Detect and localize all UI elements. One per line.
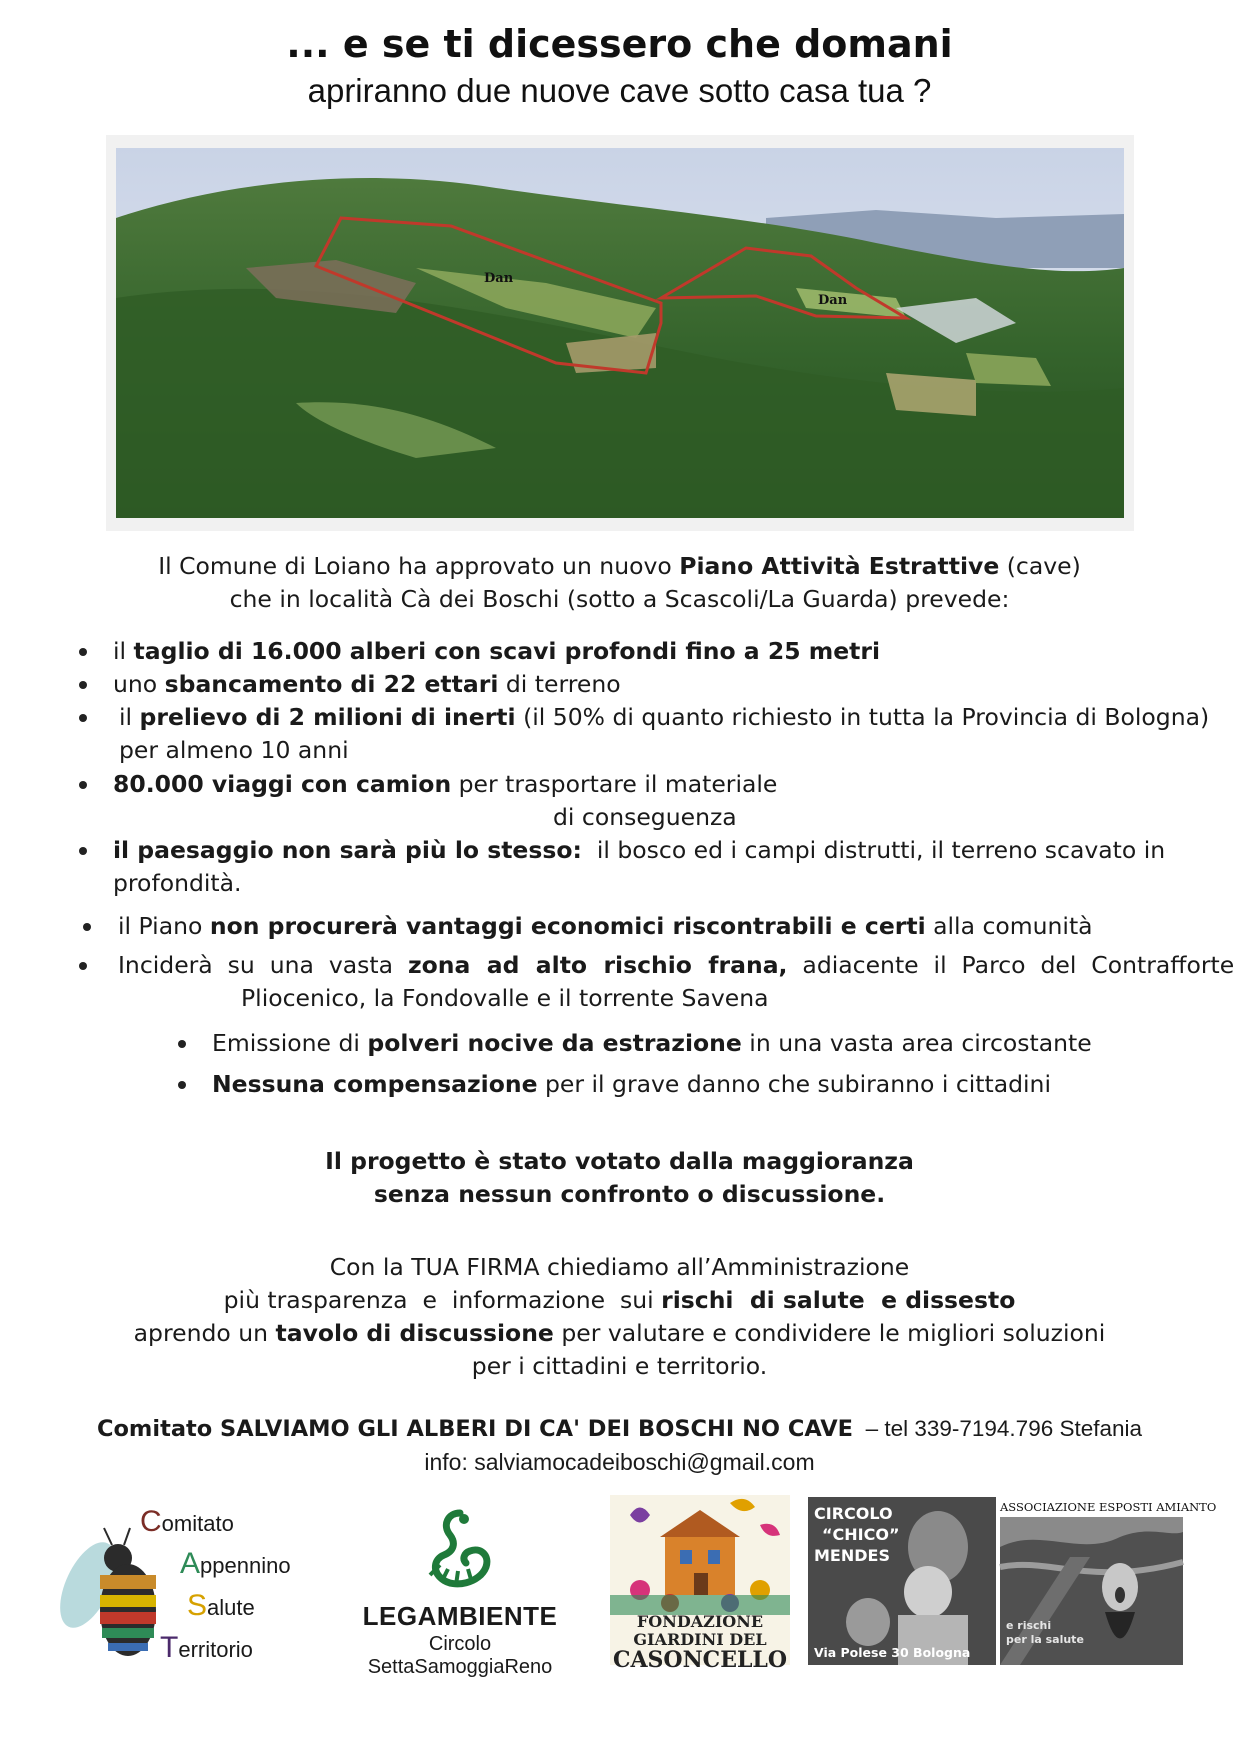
logo-text: Comitato Appennino Salute Territorio [140,1505,291,1664]
legambiente-circle: Circolo SettaSamoggiaReno [367,1633,553,1678]
bullet-item: uno sbancamento di 22 ettari di terreno [113,670,621,698]
appeal-line-1: Con la TUA FIRMA chiediamo all’Amministrazione [329,1253,910,1281]
bullet-item: il taglio di 16.000 alberi con scavi profondi fino a 25 metri [113,637,881,665]
bullet-dot [79,847,87,855]
swan-icon [420,1505,500,1595]
bullet-item: il prelievo di 2 milioni di inerti (il 50% di quanto richiesto in tutta la Provincia di Bologna) [119,703,1210,731]
bullet-item-continuation: per almeno 10 anni [119,736,349,764]
logo-esposti-amianto [1000,1497,1217,1665]
landscape-illustration [116,148,1124,518]
bullet-item: il paesaggio non sarà più lo stesso: il bosco ed i campi distrutti, il terreno scavato in [113,836,1166,864]
landscape-photo [116,148,1124,518]
statement-line-1: Il progetto è stato votato dalla maggioranza [325,1147,914,1175]
committee-name: Comitato SALVIAMO GLI ALBERI DI CA' DEI BOSCHI NO CAVE [96,1416,854,1442]
contact-line [0,1412,1239,1446]
bullet-item: Nessuna compensazione per il grave danno che subiranno i cittadini [212,1070,1051,1098]
bullet-dot [79,681,87,689]
phone-number: – tel 339-7194.796 Stefania [853,1416,1143,1441]
logo-circolo-chico-mendes [808,1497,996,1665]
amianto-caption: e rischi per la salute [1006,1619,1084,1646]
logo-comitato-appennino [60,1500,320,1664]
intro-line-1: Il Comune di Loiano ha approvato un nuovo Piano Attività Estrattive (cave) [158,552,1081,580]
bullet-item-continuation: di conseguenza [553,803,737,831]
bullet-dot [79,962,87,970]
bullet-dot [79,714,87,722]
bullet-item: 80.000 viaggi con camion per trasportare il materiale [113,770,778,798]
bullet-item: Inciderà su una vasta zona ad alto rischio frana, adiacente il Parco del Contrafforte [118,951,1235,979]
appeal-line-4: per i cittadini e territorio. [471,1352,768,1380]
logo-fondazione-casoncello [610,1495,790,1673]
area-label: Dan [818,293,848,308]
bullet-dot [79,781,87,789]
chico-title: CIRCOLO “CHICO” MENDES [814,1504,900,1565]
statement-line-2: senza nessun confronto o discussione. [373,1180,886,1208]
appeal-line-2: più trasparenza e informazione sui rischi di salute e dissesto [223,1286,1016,1314]
amianto-header: ASSOCIAZIONE ESPOSTI AMIANTO [1000,1497,1183,1517]
logo-legambiente [335,1505,585,1678]
bullet-dot [178,1040,186,1048]
area-label: Dan [484,271,514,286]
bullet-item: il Piano non procurerà vantaggi economici riscontrabili e certi alla comunità [118,912,1093,940]
headline: ... e se ti dicessero che domani [286,22,953,66]
intro-line-2: che in località Cà dei Boschi (sotto a Scascoli/La Guarda) prevede: [229,585,1010,613]
garden-house-icon [610,1495,790,1615]
bullet-dot [83,923,91,931]
subheadline: apriranno due nuove cave sotto casa tua ? [307,72,932,109]
bullet-item: Emissione di polveri nocive da estrazione in una vasta area circostante [212,1029,1092,1057]
chico-address: Via Polese 30 Bologna [814,1645,971,1660]
bullet-item-continuation: profondità. [113,869,242,897]
fondazione-name: FONDAZIONE GIARDINI DEL CASONCELLO [612,1612,788,1673]
appeal-line-3: aprendo un tavolo di discussione per valutare e condividere le migliori soluzioni [133,1319,1106,1347]
bullet-item-continuation: Pliocenico, la Fondovalle e il torrente Savena [241,984,769,1012]
email-contact: info: salviamocadeiboschi@gmail.com [424,1449,815,1475]
bullet-dot [79,648,87,656]
bullet-dot [178,1081,186,1089]
legambiente-name: LEGAMBIENTE [362,1601,558,1631]
